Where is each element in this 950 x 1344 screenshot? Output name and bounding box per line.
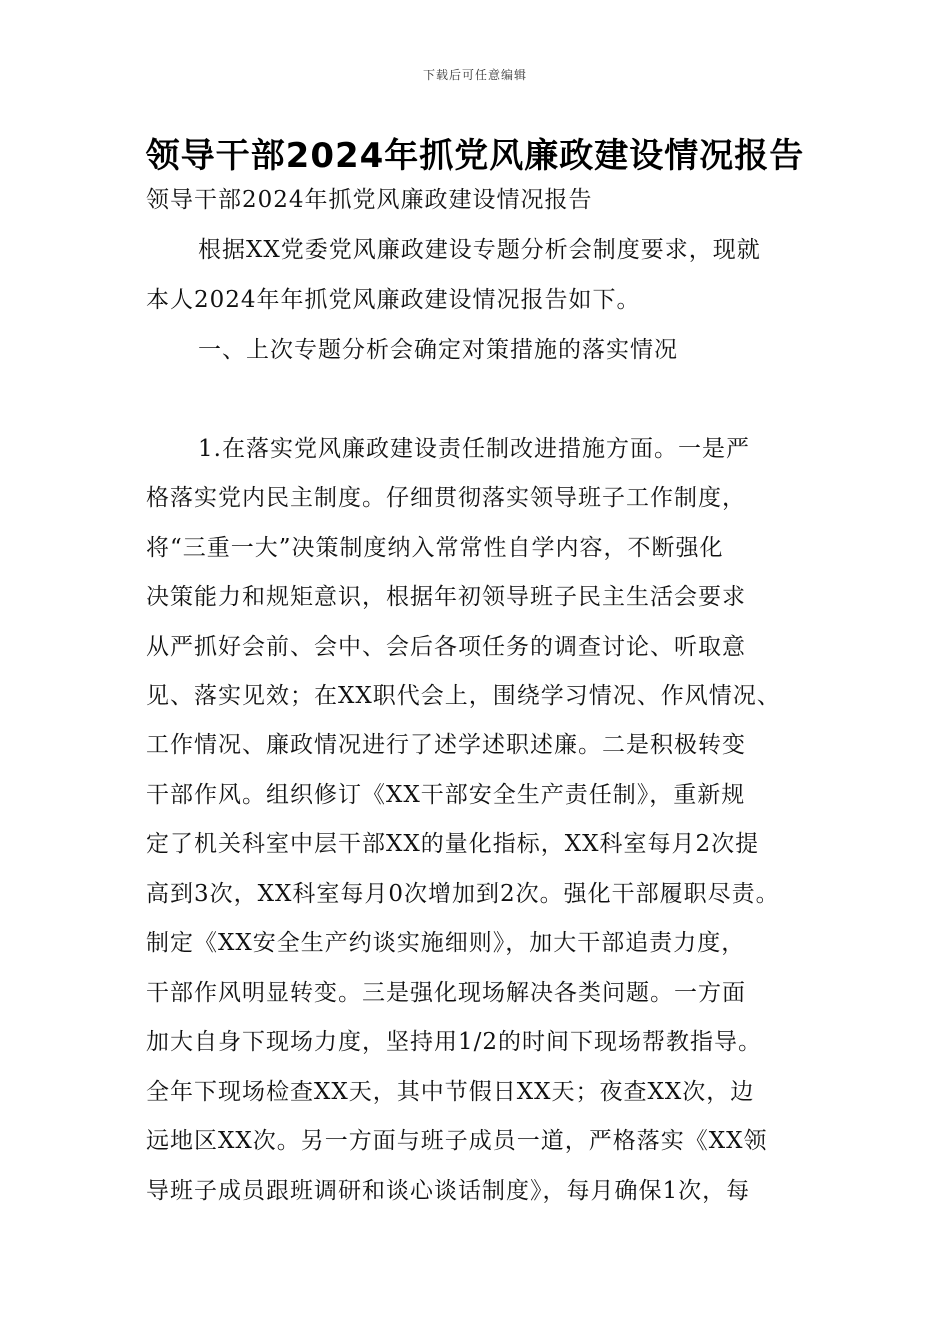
section-heading: 一、上次专题分析会确定对策措施的落实情况 xyxy=(198,337,678,363)
intro-line: 根据XX党委党风廉政建设专题分析会制度要求，现就 xyxy=(198,237,761,263)
body-line: 全年下现场检查XX天，其中节假日XX天；夜查XX次，边 xyxy=(146,1079,755,1105)
body-line: 导班子成员跟班调研和谈心谈话制度》，每月确保1次，每 xyxy=(146,1178,751,1204)
header-note: 下载后可任意编辑 xyxy=(422,68,527,82)
body-line: 干部作风。组织修订《XX干部安全生产责任制》，重新规 xyxy=(146,782,746,808)
intro-line: 本人2024年年抓党风廉政建设情况报告如下。 xyxy=(146,287,641,313)
body-line: 干部作风明显转变。三是强化现场解决各类问题。一方面 xyxy=(146,980,746,1006)
body-line: 远地区XX次。另一方面与班子成员一道，严格落实《XX领 xyxy=(146,1128,768,1154)
body-line: 从严抓好会前、会中、会后各项任务的调查讨论、听取意 xyxy=(146,634,746,660)
document-title: 领导干部2024年抓党风廉政建设情况报告 xyxy=(145,136,805,176)
body-line: 见、落实见效；在XX职代会上，围绕学习情况、作风情况、 xyxy=(146,683,781,709)
body-line: 制定《XX安全生产约谈实施细则》，加大干部追责力度， xyxy=(146,930,746,956)
body-line: 将“三重一大”决策制度纳入常常性自学内容，不断强化 xyxy=(146,535,724,561)
body-line: 定了机关科室中层干部XX的量化指标，XX科室每月2次提 xyxy=(146,831,760,857)
body-line: 工作情况、廉政情况进行了述学述职述廉。二是积极转变 xyxy=(146,732,746,758)
document-subtitle: 领导干部2024年抓党风廉政建设情况报告 xyxy=(146,187,593,213)
body-line: 加大自身下现场力度，坚持用1/2的时间下现场帮教指导。 xyxy=(146,1029,763,1055)
body-line: 决策能力和规矩意识，根据年初领导班子民主生活会要求 xyxy=(146,584,746,610)
body-line: 1.在落实党风廉政建设责任制改进措施方面。一是严 xyxy=(198,436,750,462)
body-line: 高到3次，XX科室每月0次增加到2次。强化干部履职尽责。 xyxy=(146,881,780,907)
body-line: 格落实党内民主制度。仔细贯彻落实领导班子工作制度， xyxy=(146,485,746,511)
